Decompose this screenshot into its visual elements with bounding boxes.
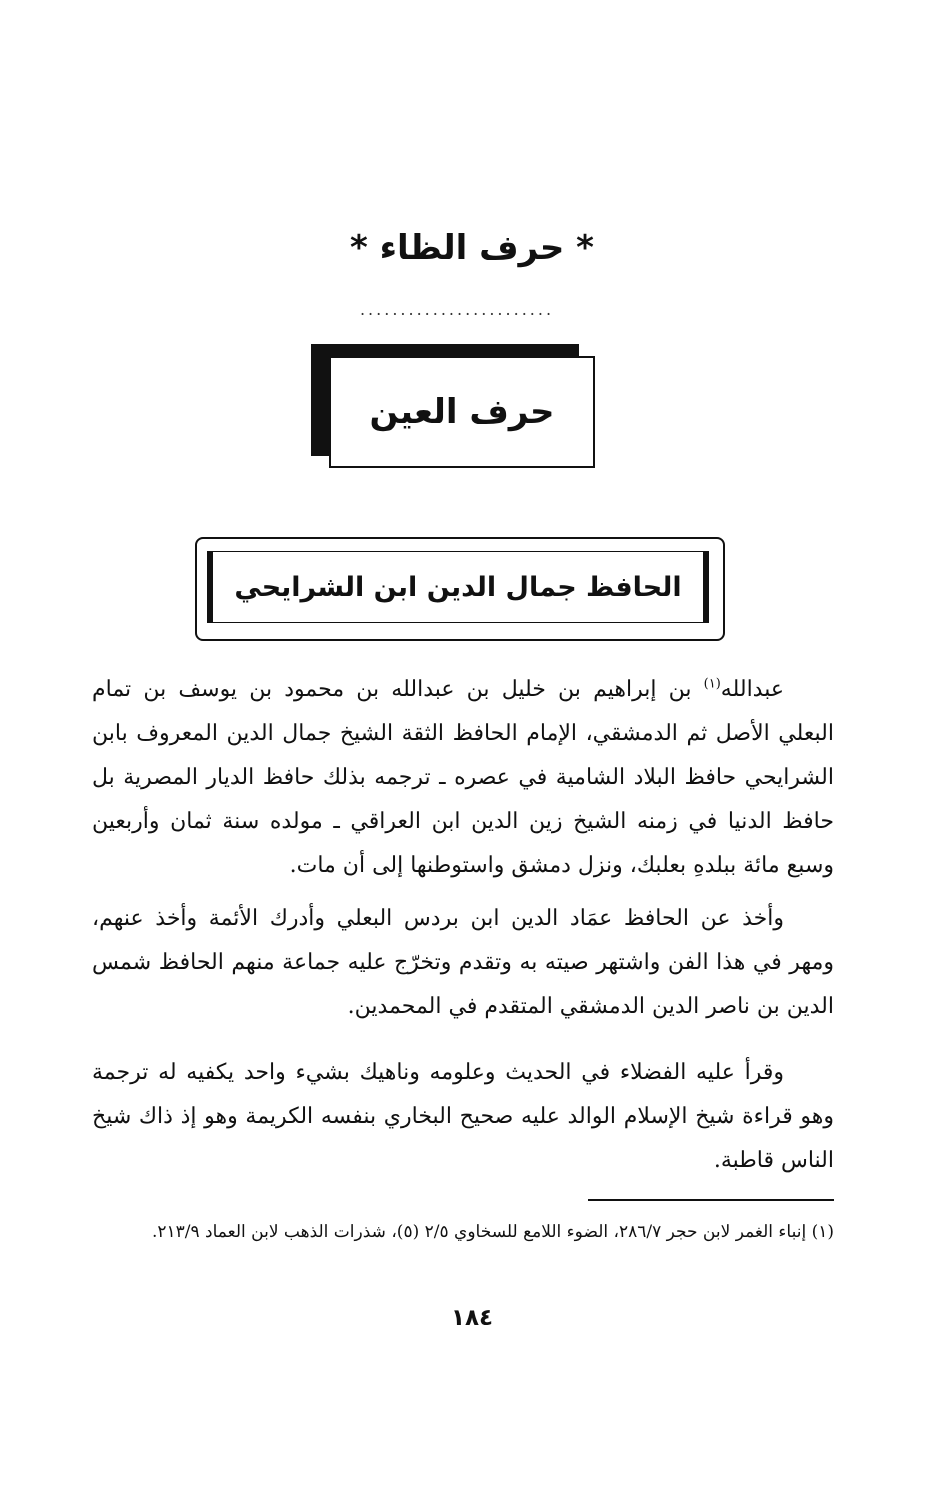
paragraph-1-rest: بن إبراهيم بن خليل بن عبدالله بن محمود بن يوسف بن تمام البعلي الأصل ثم الدمشقي، الإمام الحافظ الثقة الشيخ جمال الدين المعروف بابن الشرايحي حافظ البلاد الشامية في عصره ـ ترجمه بذلك حافظ الديار المصرية بل حافظ الدنيا في زمنه الشيخ زين الدين ابن العراقي ـ مولده سنة ثمان وأربعين وسبع مائة ببلدهِ بعلبك، ونزل دمشق واستوطنها إلى أن مات. bbox=[92, 677, 834, 878]
chapter-heading-box bbox=[329, 356, 595, 468]
paragraph-1 bbox=[92, 668, 834, 888]
section-title: * حرف الظاء * bbox=[350, 228, 594, 268]
divider-dots: ........................ bbox=[359, 300, 555, 319]
paragraph-1-start: عبدالله bbox=[720, 677, 784, 702]
chapter-heading: حرف العين bbox=[369, 392, 555, 432]
footnote: (١) إنباء الغمر لابن حجر ٢٨٦/٧، الضوء اللامع للسخاوي ٢/٥ (٥)، شذرات الذهب لابن العماد ٢١٣/٩. bbox=[151, 1222, 834, 1242]
paragraph-3: وقرأ عليه الفضلاء في الحديث وعلومه وناهيك بشيء واحد يكفيه له ترجمة وهو قراءة شيخ الإسلام الوالد عليه صحيح البخاري بنفسه الكريمة وهو إذ ذاك شيخ الناس قاطبة. bbox=[92, 1060, 834, 1173]
footnote-marker: (١) bbox=[703, 676, 721, 692]
paragraph-2: وأخذ عن الحافظ عمَاد الدين ابن بردس البعلي وأدرك الأئمة وأخذ عنهم، ومهر في هذا الفن واشتهر صيته به وتقدم وتخرّج عليه جماعة منهم الحافظ شمس الدين بن ناصر الدين الدمشقي المتقدم في المحمدين. bbox=[92, 906, 834, 1019]
biography-heading: الحافظ جمال الدين ابن الشرايحي bbox=[234, 571, 682, 603]
page-number: ١٨٤ bbox=[450, 1305, 494, 1331]
biography-heading-box bbox=[207, 551, 709, 623]
footnote-divider bbox=[588, 1199, 834, 1201]
